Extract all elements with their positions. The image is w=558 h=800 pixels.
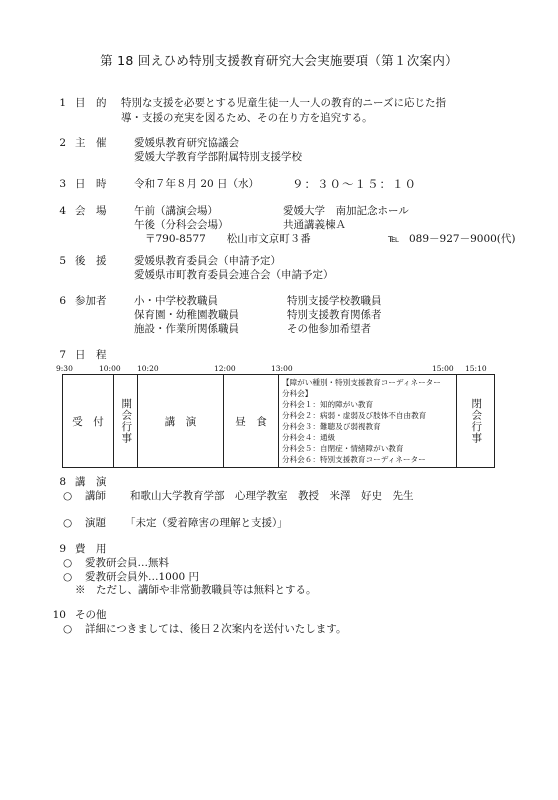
timeline-label: 13:00: [271, 364, 293, 373]
section-8-label: 講 演: [75, 476, 107, 488]
bullet-icon: ○: [63, 571, 73, 583]
section-1-label: 目 的: [75, 97, 107, 109]
section-4-label: 会 場: [75, 205, 107, 217]
event-time: ９：３０～１５：１０: [292, 177, 417, 191]
timeline-label: 12:00: [214, 364, 236, 373]
venue-am-label: 午前（講演会場）: [134, 205, 218, 217]
closing-label: 閉会行事: [470, 398, 483, 444]
breakout-line: 分科会】: [282, 389, 313, 398]
timeline-label: 9:30: [56, 364, 73, 373]
speaker-name: 和歌山大学教育学部 心理学教室 教授 米澤 好史 先生: [130, 490, 414, 502]
section-3-label: 日 時: [75, 178, 107, 190]
venue-pm-label: 午後（分科会会場）: [134, 219, 229, 231]
phone-label: ℡: [388, 233, 400, 245]
speaker-label: 講師: [85, 490, 106, 502]
participant-item: 特別支援教育関係者: [287, 309, 382, 321]
venue-pm-place: 共通講義棟Ａ: [283, 219, 346, 231]
topic-label: 演題: [85, 517, 106, 529]
section-8-number: 8: [59, 476, 66, 488]
phone-number: 089－927－9000(代): [409, 233, 516, 245]
timeline-label: 10:20: [137, 364, 159, 373]
breakout-line: 分科会５：自閉症・情緒障がい教育: [282, 444, 404, 453]
fee-nonmember: 愛教研会員外…1000 円: [85, 571, 200, 583]
section-2-label: 主 催: [75, 137, 107, 149]
breakout-line: 分科会４：通級: [282, 433, 336, 442]
sponsor-1: 愛媛県教育委員会（申請予定）: [134, 255, 281, 267]
section-2-number: 2: [59, 137, 66, 149]
section-10-number: 10: [52, 609, 66, 621]
event-date: 令和７年８月 20 日（水）: [134, 178, 260, 190]
section-9-number: 9: [59, 543, 66, 555]
bullet-icon: ○: [63, 490, 73, 502]
other-info: 詳細につきましては、後日２次案内を送付いたします。: [85, 623, 347, 635]
breakout-line: 【障がい種別・特別支援教育コーディネーター: [282, 378, 441, 387]
timeline-label: 15:10: [465, 364, 487, 373]
breakout-line: 分科会２：病弱・虚弱及び肢体不自由教育: [282, 411, 427, 420]
purpose-line-1: 特別な支援を必要とする児童生徒一人一人の教育的ニーズに応じた指: [121, 97, 446, 109]
bullet-icon: ○: [63, 623, 73, 635]
section-10-label: その他: [75, 609, 107, 621]
participant-item: 小・中学校教職員: [134, 295, 218, 307]
lecture-topic: 「未定（愛着障害の理解と支援）」: [125, 517, 288, 529]
schedule-lecture: 講 演: [138, 375, 224, 468]
venue-address: 〒790-8577 松山市文京町３番: [145, 233, 311, 245]
section-3-number: 3: [59, 178, 66, 190]
section-7-label: 日 程: [75, 349, 107, 361]
participant-item: 施設・作業所関係職員: [134, 323, 239, 335]
section-5-number: 5: [59, 255, 66, 267]
schedule-table: [62, 374, 495, 468]
timeline-label: 15:00: [432, 364, 454, 373]
venue-am-place: 愛媛大学 南加記念ホール: [283, 205, 409, 217]
section-6-label: 参加者: [75, 295, 107, 307]
bullet-icon: ○: [63, 557, 73, 569]
timeline-label: 10:00: [99, 364, 121, 373]
schedule-breakout-sessions: [279, 375, 457, 468]
opening-label: 開会行事: [120, 398, 133, 444]
section-7-number: 7: [59, 349, 66, 361]
participant-item: 特別支援学校教職員: [287, 295, 382, 307]
participant-item: 保育園・幼稚園教職員: [134, 309, 239, 321]
section-9-label: 費 用: [75, 543, 107, 555]
breakout-line: 分科会３：難聴及び弱視教育: [282, 422, 381, 431]
fee-note: ※ ただし、講師や非常勤教職員等は無料とする。: [75, 584, 317, 596]
bullet-icon: ○: [63, 517, 73, 529]
schedule-lunch: 昼 食: [224, 375, 279, 468]
section-4-number: 4: [59, 205, 66, 217]
participant-item: その他参加希望者: [287, 323, 371, 335]
schedule-closing: [457, 375, 495, 468]
schedule-opening: [114, 375, 138, 468]
schedule-reception: 受 付: [63, 375, 114, 468]
section-5-label: 後 援: [75, 255, 107, 267]
section-6-number: 6: [59, 295, 66, 307]
purpose-line-2: 導・支援の充実を図るため、その在り方を追究する。: [121, 112, 373, 124]
sponsor-2: 愛媛県市町教育委員会連合会（申請予定）: [134, 269, 334, 281]
fee-member: 愛教研会員…無料: [85, 557, 169, 569]
breakout-line: 分科会６：特別支援教育コーディネーター: [282, 455, 426, 464]
organizer-1: 愛媛県教育研究協議会: [134, 137, 239, 149]
page-title: 第 18 回えひめ特別支援教育研究大会実施要項（第１次案内）: [100, 53, 458, 68]
breakout-line: 分科会１：知的障がい教育: [282, 400, 374, 409]
organizer-2: 愛媛大学教育学部附属特別支援学校: [134, 151, 302, 163]
section-1-number: 1: [59, 97, 66, 109]
